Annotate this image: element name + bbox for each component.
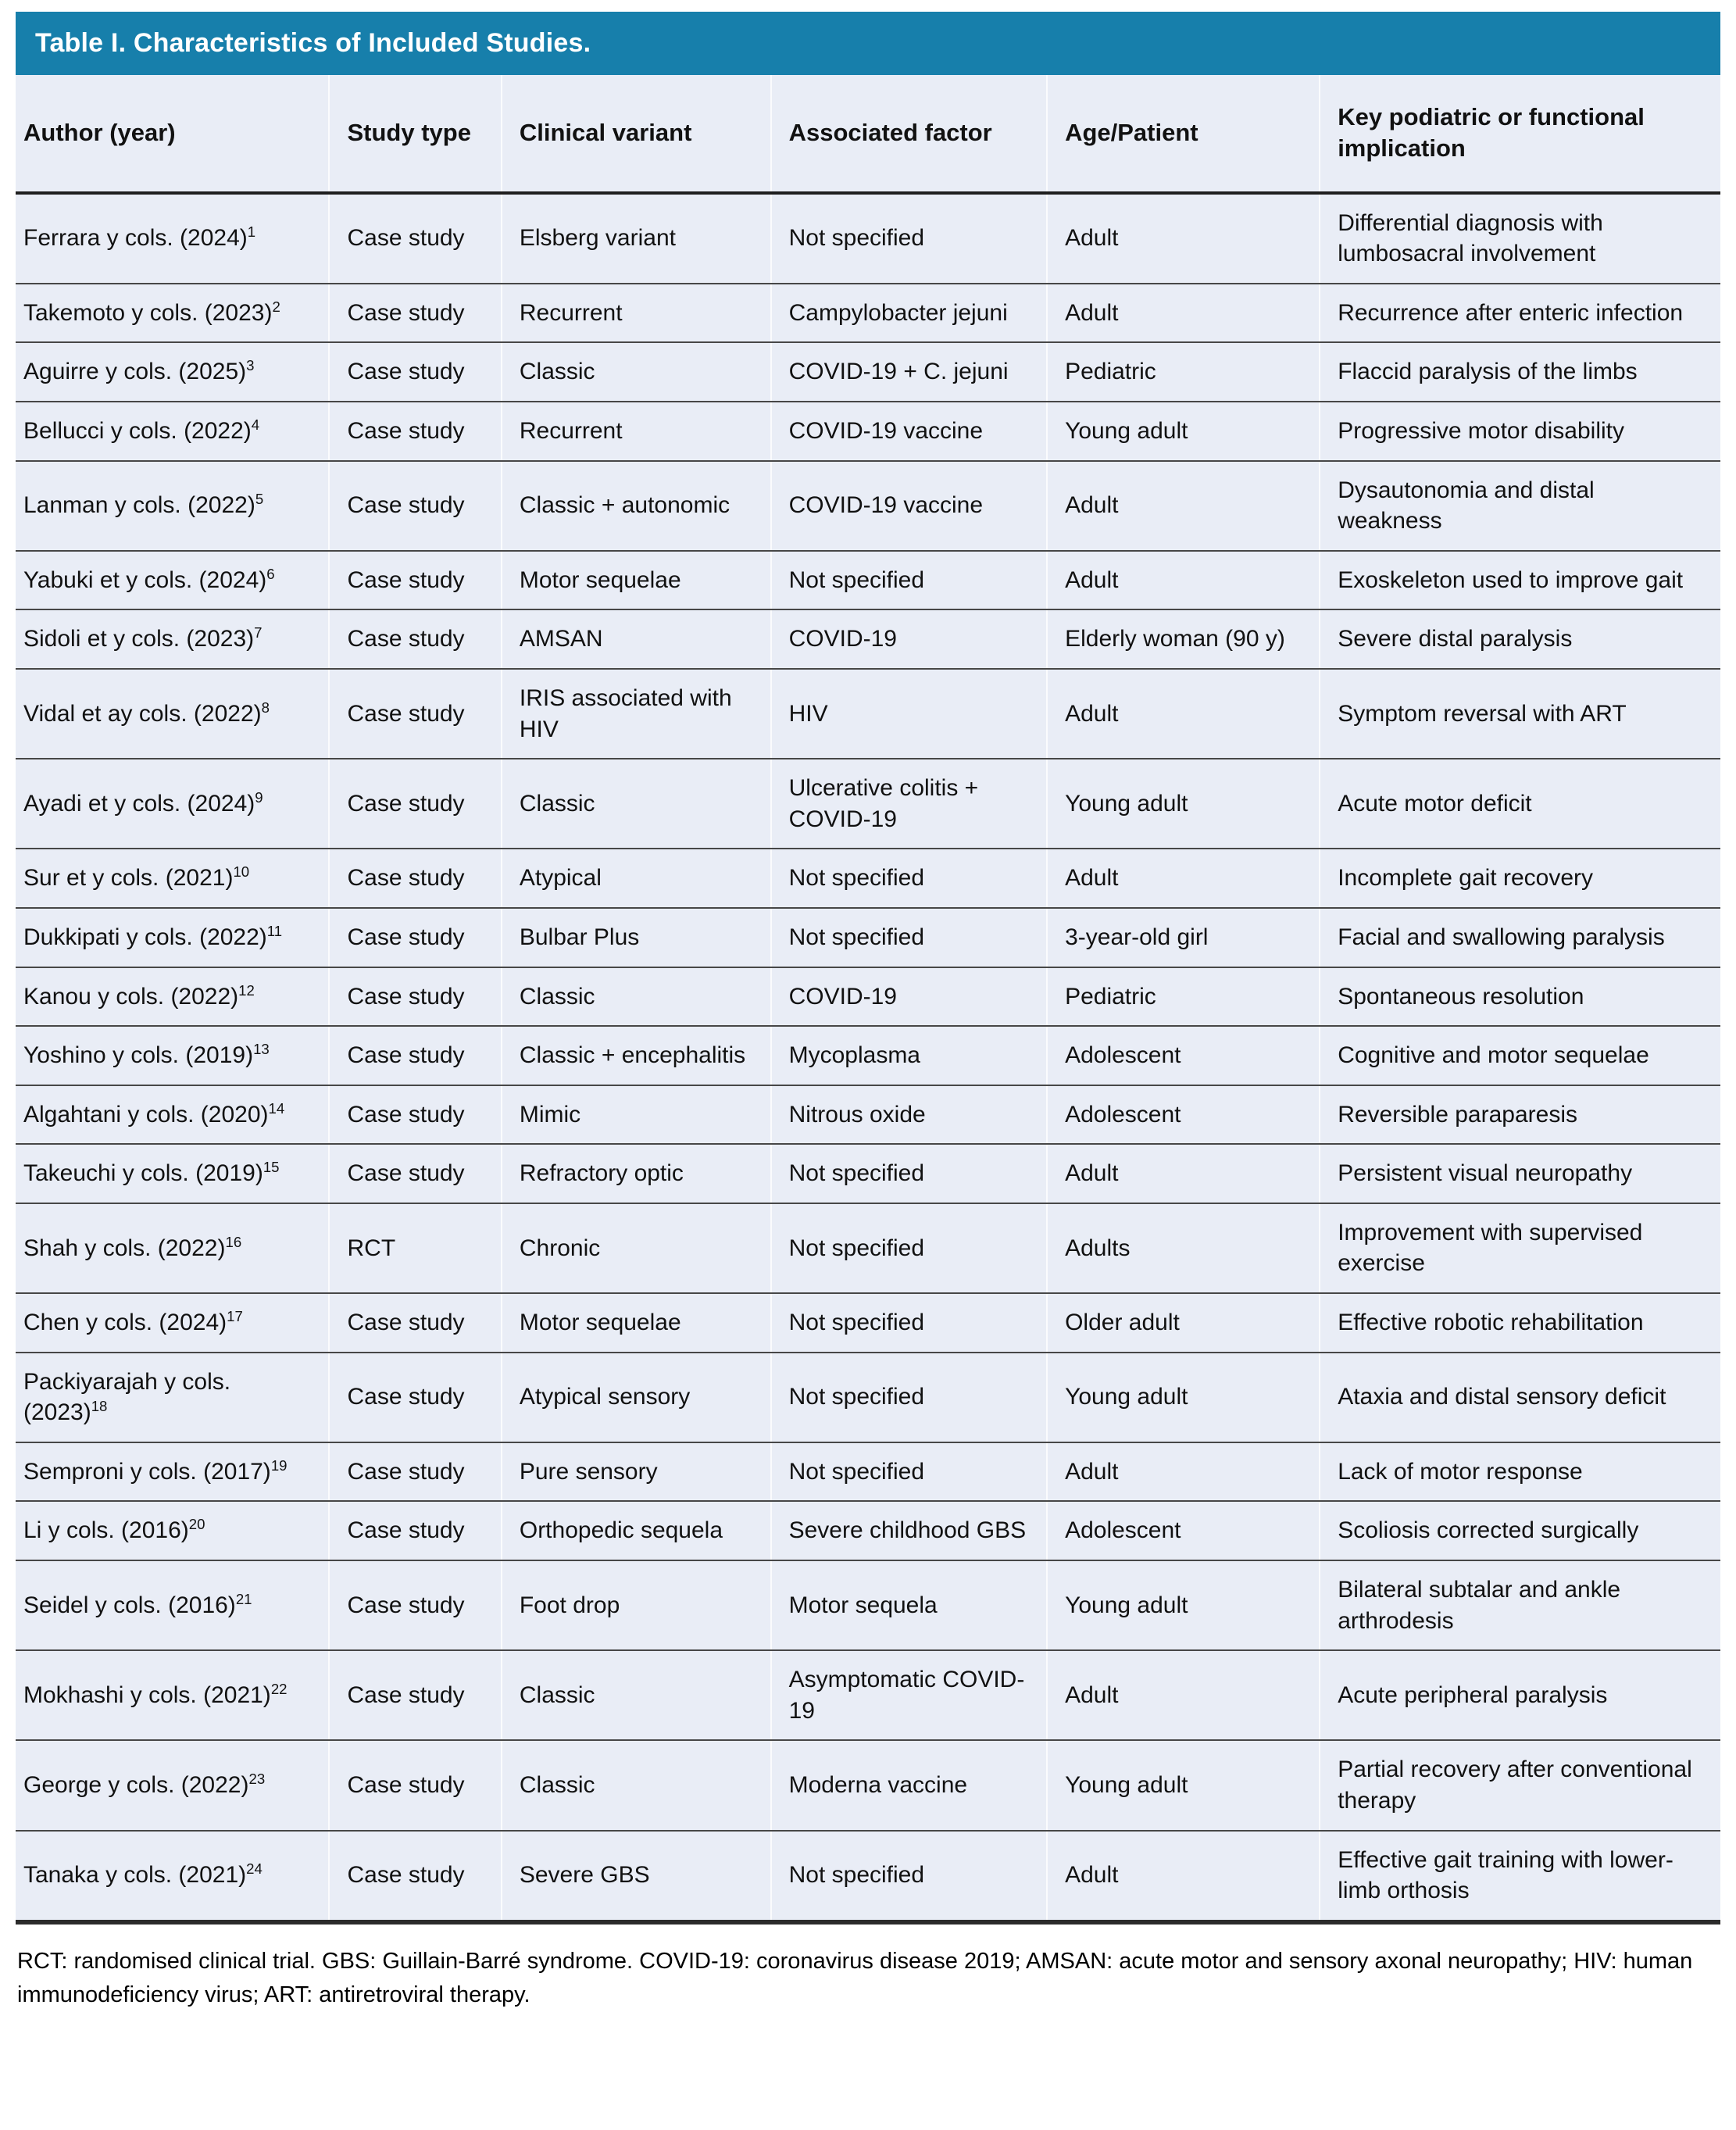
cell-study-type: Case study xyxy=(329,193,501,284)
cell-age-patient: Young adult xyxy=(1047,759,1320,849)
cell-clinical-variant: Classic + autonomic xyxy=(502,461,771,551)
table-row xyxy=(16,908,1720,967)
citation-superscript: 11 xyxy=(266,922,283,939)
citation-superscript: 20 xyxy=(188,1516,205,1533)
cell-clinical-variant: Atypical xyxy=(502,849,771,908)
cell-age-patient: Adult xyxy=(1047,284,1320,343)
citation-superscript: 4 xyxy=(251,416,260,433)
table-row xyxy=(16,1442,1720,1502)
cell-implication: Exoskeleton used to improve gait xyxy=(1320,551,1720,610)
cell-study-type: Case study xyxy=(329,1501,501,1560)
table-row xyxy=(16,1740,1720,1830)
table-title: Table I. Characteristics of Included Studies. xyxy=(35,28,591,58)
cell-associated-factor: Campylobacter jejuni xyxy=(771,284,1047,343)
cell-implication: Severe distal paralysis xyxy=(1320,609,1720,669)
cell-implication: Lack of motor response xyxy=(1320,1442,1720,1502)
cell-age-patient: Adult xyxy=(1047,1144,1320,1203)
cell-implication: Cognitive and motor sequelae xyxy=(1320,1026,1720,1085)
cell-age-patient: 3-year-old girl xyxy=(1047,908,1320,967)
cell-age-patient: Young adult xyxy=(1047,1740,1320,1830)
cell-implication: Ataxia and distal sensory deficit xyxy=(1320,1353,1720,1442)
cell-author xyxy=(16,1831,329,1922)
cell-study-type: Case study xyxy=(329,849,501,908)
cell-study-type: Case study xyxy=(329,1560,501,1650)
author-text: Yabuki et y cols. (2024) xyxy=(23,566,267,593)
cell-associated-factor: Not specified xyxy=(771,551,1047,610)
cell-associated-factor: Mycoplasma xyxy=(771,1026,1047,1085)
cell-study-type: Case study xyxy=(329,461,501,551)
cell-clinical-variant: Classic xyxy=(502,342,771,402)
cell-author xyxy=(16,1144,329,1203)
cell-author xyxy=(16,1560,329,1650)
citation-superscript: 10 xyxy=(233,863,250,881)
cell-associated-factor: COVID-19 vaccine xyxy=(771,402,1047,461)
cell-clinical-variant: IRIS associated with HIV xyxy=(502,669,771,759)
table-header xyxy=(16,75,1720,193)
cell-author xyxy=(16,342,329,402)
cell-associated-factor: COVID-19 xyxy=(771,967,1047,1027)
table-row xyxy=(16,342,1720,402)
cell-age-patient: Pediatric xyxy=(1047,342,1320,402)
cell-associated-factor: Not specified xyxy=(771,1831,1047,1922)
cell-study-type: Case study xyxy=(329,967,501,1027)
table-row xyxy=(16,849,1720,908)
cell-clinical-variant: Bulbar Plus xyxy=(502,908,771,967)
cell-associated-factor: Not specified xyxy=(771,1203,1047,1293)
cell-author xyxy=(16,1085,329,1145)
cell-clinical-variant: Classic xyxy=(502,967,771,1027)
cell-age-patient: Adult xyxy=(1047,551,1320,610)
cell-author xyxy=(16,1353,329,1442)
cell-implication: Partial recovery after conventional therapy xyxy=(1320,1740,1720,1830)
author-text: Sur et y cols. (2021) xyxy=(23,865,234,892)
cell-study-type: Case study xyxy=(329,1085,501,1145)
cell-implication: Differential diagnosis with lumbosacral involvement xyxy=(1320,193,1720,284)
cell-age-patient: Young adult xyxy=(1047,1353,1320,1442)
cell-author xyxy=(16,284,329,343)
citation-superscript: 12 xyxy=(238,981,255,999)
cell-clinical-variant: Mimic xyxy=(502,1085,771,1145)
cell-study-type: Case study xyxy=(329,342,501,402)
cell-study-type: Case study xyxy=(329,1442,501,1502)
table-body xyxy=(16,193,1720,1922)
table-row xyxy=(16,669,1720,759)
author-text: Kanou y cols. (2022) xyxy=(23,983,239,1010)
citation-superscript: 16 xyxy=(225,1233,242,1250)
table-row xyxy=(16,609,1720,669)
cell-associated-factor: Not specified xyxy=(771,1293,1047,1353)
cell-study-type: Case study xyxy=(329,759,501,849)
citation-superscript: 15 xyxy=(263,1159,280,1176)
table-row xyxy=(16,1085,1720,1145)
table-row xyxy=(16,1203,1720,1293)
cell-associated-factor: Not specified xyxy=(771,193,1047,284)
author-text: Takeuchi y cols. (2019) xyxy=(23,1160,263,1187)
cell-implication: Incomplete gait recovery xyxy=(1320,849,1720,908)
cell-author xyxy=(16,669,329,759)
table-footnote: RCT: randomised clinical trial. GBS: Guillain-Barré syndrome. COVID-19: coronavirus disease 2019; AMSAN: acute motor and sensory axonal neuropathy; HIV: human immunodeficiency virus; ART: antiretroviral therapy. xyxy=(17,1948,1693,2008)
cell-implication: Spontaneous resolution xyxy=(1320,967,1720,1027)
cell-author xyxy=(16,193,329,284)
cell-age-patient: Adult xyxy=(1047,1831,1320,1922)
cell-associated-factor: Not specified xyxy=(771,908,1047,967)
citation-superscript: 2 xyxy=(272,298,280,315)
author-text: Tanaka y cols. (2021) xyxy=(23,1862,247,1889)
table-row xyxy=(16,967,1720,1027)
cell-clinical-variant: Chronic xyxy=(502,1203,771,1293)
author-text: Aguirre y cols. (2025) xyxy=(23,359,247,385)
cell-clinical-variant: Refractory optic xyxy=(502,1144,771,1203)
cell-author xyxy=(16,1442,329,1502)
table-row xyxy=(16,1831,1720,1922)
cell-study-type: Case study xyxy=(329,551,501,610)
cell-author xyxy=(16,1203,329,1293)
table-row xyxy=(16,1144,1720,1203)
cell-age-patient: Young adult xyxy=(1047,402,1320,461)
cell-implication: Facial and swallowing paralysis xyxy=(1320,908,1720,967)
cell-author xyxy=(16,1026,329,1085)
cell-associated-factor: Nitrous oxide xyxy=(771,1085,1047,1145)
cell-implication: Effective gait training with lower-limb orthosis xyxy=(1320,1831,1720,1922)
cell-implication: Bilateral subtalar and ankle arthrodesis xyxy=(1320,1560,1720,1650)
cell-age-patient: Adults xyxy=(1047,1203,1320,1293)
column-header-study-type: Study type xyxy=(329,75,501,193)
cell-clinical-variant: Classic xyxy=(502,759,771,849)
table-row xyxy=(16,1026,1720,1085)
cell-age-patient: Adult xyxy=(1047,1442,1320,1502)
cell-author xyxy=(16,461,329,551)
citation-superscript: 7 xyxy=(254,624,263,642)
cell-clinical-variant: Classic + encephalitis xyxy=(502,1026,771,1085)
author-text: Vidal et ay cols. (2022) xyxy=(23,700,262,727)
cell-age-patient: Adolescent xyxy=(1047,1026,1320,1085)
cell-associated-factor: COVID-19 vaccine xyxy=(771,461,1047,551)
cell-clinical-variant: Classic xyxy=(502,1650,771,1740)
citation-superscript: 23 xyxy=(248,1771,266,1788)
table-row xyxy=(16,1293,1720,1353)
cell-implication: Improvement with supervised exercise xyxy=(1320,1203,1720,1293)
cell-age-patient: Adult xyxy=(1047,849,1320,908)
table-row xyxy=(16,759,1720,849)
author-text: Chen y cols. (2024) xyxy=(23,1310,227,1336)
cell-study-type: Case study xyxy=(329,609,501,669)
table-row xyxy=(16,402,1720,461)
cell-implication: Persistent visual neuropathy xyxy=(1320,1144,1720,1203)
cell-implication: Symptom reversal with ART xyxy=(1320,669,1720,759)
cell-implication: Effective robotic rehabilitation xyxy=(1320,1293,1720,1353)
column-header-age-patient: Age/Patient xyxy=(1047,75,1320,193)
author-text: Dukkipati y cols. (2022) xyxy=(23,924,267,950)
author-text: Seidel y cols. (2016) xyxy=(23,1592,236,1618)
citation-superscript: 13 xyxy=(253,1041,270,1058)
cell-clinical-variant: Atypical sensory xyxy=(502,1353,771,1442)
cell-study-type: Case study xyxy=(329,669,501,759)
cell-associated-factor: Not specified xyxy=(771,1144,1047,1203)
author-text: Ayadi et y cols. (2024) xyxy=(23,790,255,817)
table-row xyxy=(16,461,1720,551)
citation-superscript: 3 xyxy=(246,357,255,374)
cell-age-patient: Pediatric xyxy=(1047,967,1320,1027)
cell-author xyxy=(16,609,329,669)
author-text: Shah y cols. (2022) xyxy=(23,1235,226,1261)
cell-study-type: Case study xyxy=(329,1650,501,1740)
citation-superscript: 8 xyxy=(261,699,270,716)
author-text: Bellucci y cols. (2022) xyxy=(23,417,252,444)
author-text: Lanman y cols. (2022) xyxy=(23,492,255,519)
cell-age-patient: Adult xyxy=(1047,669,1320,759)
author-text: Semproni y cols. (2017) xyxy=(23,1458,271,1485)
cell-associated-factor: COVID-19 + C. jejuni xyxy=(771,342,1047,402)
cell-study-type: Case study xyxy=(329,908,501,967)
cell-age-patient: Adult xyxy=(1047,1650,1320,1740)
cell-study-type: Case study xyxy=(329,1740,501,1830)
cell-author xyxy=(16,1293,329,1353)
cell-associated-factor: Ulcerative colitis + COVID-19 xyxy=(771,759,1047,849)
cell-associated-factor: COVID-19 xyxy=(771,609,1047,669)
table-row xyxy=(16,1353,1720,1442)
cell-author xyxy=(16,849,329,908)
cell-age-patient: Adolescent xyxy=(1047,1501,1320,1560)
column-header-author: Author (year) xyxy=(16,75,329,193)
table-title-bar xyxy=(16,12,1720,75)
cell-clinical-variant: Motor sequelae xyxy=(502,1293,771,1353)
cell-clinical-variant: Orthopedic sequela xyxy=(502,1501,771,1560)
cell-age-patient: Young adult xyxy=(1047,1560,1320,1650)
cell-age-patient: Adult xyxy=(1047,193,1320,284)
cell-clinical-variant: Recurrent xyxy=(502,284,771,343)
cell-study-type: Case study xyxy=(329,284,501,343)
header-row xyxy=(16,75,1720,193)
cell-study-type: Case study xyxy=(329,1293,501,1353)
author-text: Takemoto y cols. (2023) xyxy=(23,299,273,326)
cell-implication: Acute motor deficit xyxy=(1320,759,1720,849)
author-text: Yoshino y cols. (2019) xyxy=(23,1042,254,1069)
author-text: Ferrara y cols. (2024) xyxy=(23,225,248,252)
column-header-clinical-variant: Clinical variant xyxy=(502,75,771,193)
citation-superscript: 22 xyxy=(270,1681,288,1698)
cell-implication: Acute peripheral paralysis xyxy=(1320,1650,1720,1740)
author-text: George y cols. (2022) xyxy=(23,1772,249,1799)
cell-study-type: Case study xyxy=(329,1026,501,1085)
citation-superscript: 17 xyxy=(227,1308,243,1325)
cell-study-type: RCT xyxy=(329,1203,501,1293)
citation-superscript: 1 xyxy=(247,223,256,241)
cell-study-type: Case study xyxy=(329,1144,501,1203)
cell-author xyxy=(16,402,329,461)
cell-clinical-variant: AMSAN xyxy=(502,609,771,669)
cell-associated-factor: Not specified xyxy=(771,1353,1047,1442)
cell-author xyxy=(16,1740,329,1830)
cell-study-type: Case study xyxy=(329,1353,501,1442)
cell-author xyxy=(16,551,329,610)
citation-superscript: 24 xyxy=(246,1860,263,1878)
cell-implication: Progressive motor disability xyxy=(1320,402,1720,461)
author-text: Packiyarajah y cols. (2023) xyxy=(23,1368,231,1426)
citation-superscript: 21 xyxy=(235,1590,252,1607)
cell-author xyxy=(16,1650,329,1740)
cell-author xyxy=(16,967,329,1027)
cell-associated-factor: Motor sequela xyxy=(771,1560,1047,1650)
cell-implication: Scoliosis corrected surgically xyxy=(1320,1501,1720,1560)
cell-associated-factor: HIV xyxy=(771,669,1047,759)
citation-superscript: 19 xyxy=(270,1456,288,1474)
cell-implication: Recurrence after enteric infection xyxy=(1320,284,1720,343)
author-text: Sidoli et y cols. (2023) xyxy=(23,626,255,652)
table-row xyxy=(16,551,1720,610)
citation-superscript: 6 xyxy=(266,565,275,582)
citation-superscript: 9 xyxy=(255,788,263,806)
cell-implication: Reversible paraparesis xyxy=(1320,1085,1720,1145)
column-header-implication: Key podiatric or functional implication xyxy=(1320,75,1720,193)
cell-associated-factor: Asymptomatic COVID-19 xyxy=(771,1650,1047,1740)
cell-associated-factor: Not specified xyxy=(771,849,1047,908)
author-text: Algahtani y cols. (2020) xyxy=(23,1101,269,1128)
cell-clinical-variant: Pure sensory xyxy=(502,1442,771,1502)
cell-age-patient: Older adult xyxy=(1047,1293,1320,1353)
table-row xyxy=(16,1501,1720,1560)
table-row xyxy=(16,1650,1720,1740)
cell-age-patient: Elderly woman (90 y) xyxy=(1047,609,1320,669)
cell-author xyxy=(16,759,329,849)
author-text: Mokhashi y cols. (2021) xyxy=(23,1682,271,1709)
cell-associated-factor: Moderna vaccine xyxy=(771,1740,1047,1830)
cell-age-patient: Adolescent xyxy=(1047,1085,1320,1145)
cell-clinical-variant: Elsberg variant xyxy=(502,193,771,284)
studies-table xyxy=(16,75,1720,1925)
cell-implication: Flaccid paralysis of the limbs xyxy=(1320,342,1720,402)
citation-superscript: 5 xyxy=(255,491,264,508)
cell-clinical-variant: Foot drop xyxy=(502,1560,771,1650)
cell-age-patient: Adult xyxy=(1047,461,1320,551)
column-header-associated-factor: Associated factor xyxy=(771,75,1047,193)
cell-associated-factor: Not specified xyxy=(771,1442,1047,1502)
cell-associated-factor: Severe childhood GBS xyxy=(771,1501,1047,1560)
table-row xyxy=(16,1560,1720,1650)
cell-implication: Dysautonomia and distal weakness xyxy=(1320,461,1720,551)
cell-clinical-variant: Motor sequelae xyxy=(502,551,771,610)
cell-clinical-variant: Severe GBS xyxy=(502,1831,771,1922)
author-text: Li y cols. (2016) xyxy=(23,1517,189,1544)
table-row xyxy=(16,284,1720,343)
citation-superscript: 18 xyxy=(91,1398,108,1415)
cell-study-type: Case study xyxy=(329,402,501,461)
cell-study-type: Case study xyxy=(329,1831,501,1922)
citation-superscript: 14 xyxy=(268,1099,285,1117)
cell-author xyxy=(16,908,329,967)
cell-author xyxy=(16,1501,329,1560)
cell-clinical-variant: Classic xyxy=(502,1740,771,1830)
table-row xyxy=(16,193,1720,284)
cell-clinical-variant: Recurrent xyxy=(502,402,771,461)
